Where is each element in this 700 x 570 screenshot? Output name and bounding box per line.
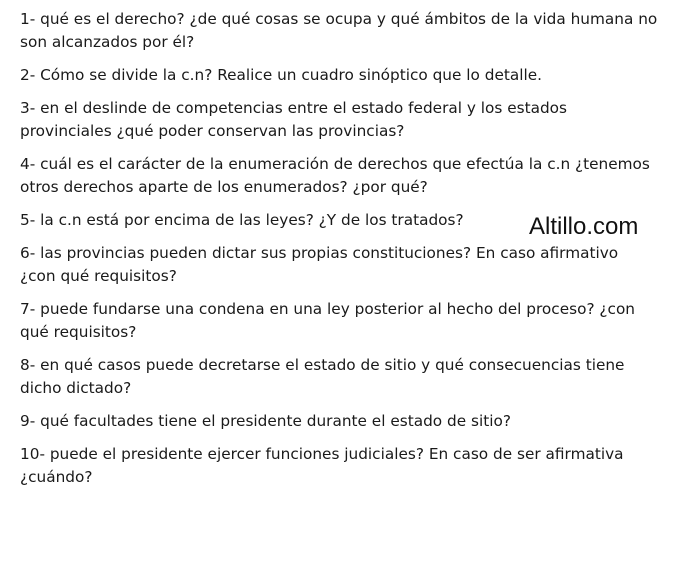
question-7	[20, 298, 696, 344]
question-4	[20, 153, 696, 199]
question-10	[20, 443, 696, 489]
question-list	[20, 8, 696, 499]
question-line: 2- Cómo se divide la c.n? Realice un cuadro sinóptico que lo detalle.	[20, 66, 543, 84]
question-line: 8- en qué casos puede decretarse el estado de sitio y qué consecuencias tiene	[20, 356, 625, 374]
watermark-text: Altillo.com	[529, 213, 639, 240]
question-6	[20, 242, 696, 288]
question-line: 1- qué es el derecho? ¿de qué cosas se ocupa y qué ámbitos de la vida humana no	[20, 10, 658, 28]
question-1	[20, 8, 696, 54]
question-line: son alcanzados por él?	[20, 33, 195, 51]
question-line: 9- qué facultades tiene el presidente durante el estado de sitio?	[20, 412, 511, 430]
question-3	[20, 97, 696, 143]
question-line: qué requisitos?	[20, 323, 137, 341]
question-line: 5- la c.n está por encima de las leyes? ¿Y de los tratados?	[20, 211, 464, 229]
question-line: provinciales ¿qué poder conservan las provincias?	[20, 122, 405, 140]
question-2	[20, 64, 696, 87]
question-line: 10- puede el presidente ejercer funciones judiciales? En caso de ser afirmativa	[20, 445, 624, 463]
question-line: 7- puede fundarse una condena en una ley posterior al hecho del proceso? ¿con	[20, 300, 636, 318]
question-8	[20, 354, 696, 400]
question-line: 4- cuál es el carácter de la enumeración de derechos que efectúa la c.n ¿tenemos	[20, 155, 650, 173]
question-line: ¿con qué requisitos?	[20, 267, 177, 285]
question-line: dicho dictado?	[20, 379, 132, 397]
question-line: 3- en el deslinde de competencias entre el estado federal y los estados	[20, 99, 567, 117]
question-line: ¿cuándo?	[20, 468, 93, 486]
question-line: otros derechos aparte de los enumerados? ¿por qué?	[20, 178, 428, 196]
question-line: 6- las provincias pueden dictar sus propias constituciones? En caso afirmativo	[20, 244, 619, 262]
question-9	[20, 410, 696, 433]
